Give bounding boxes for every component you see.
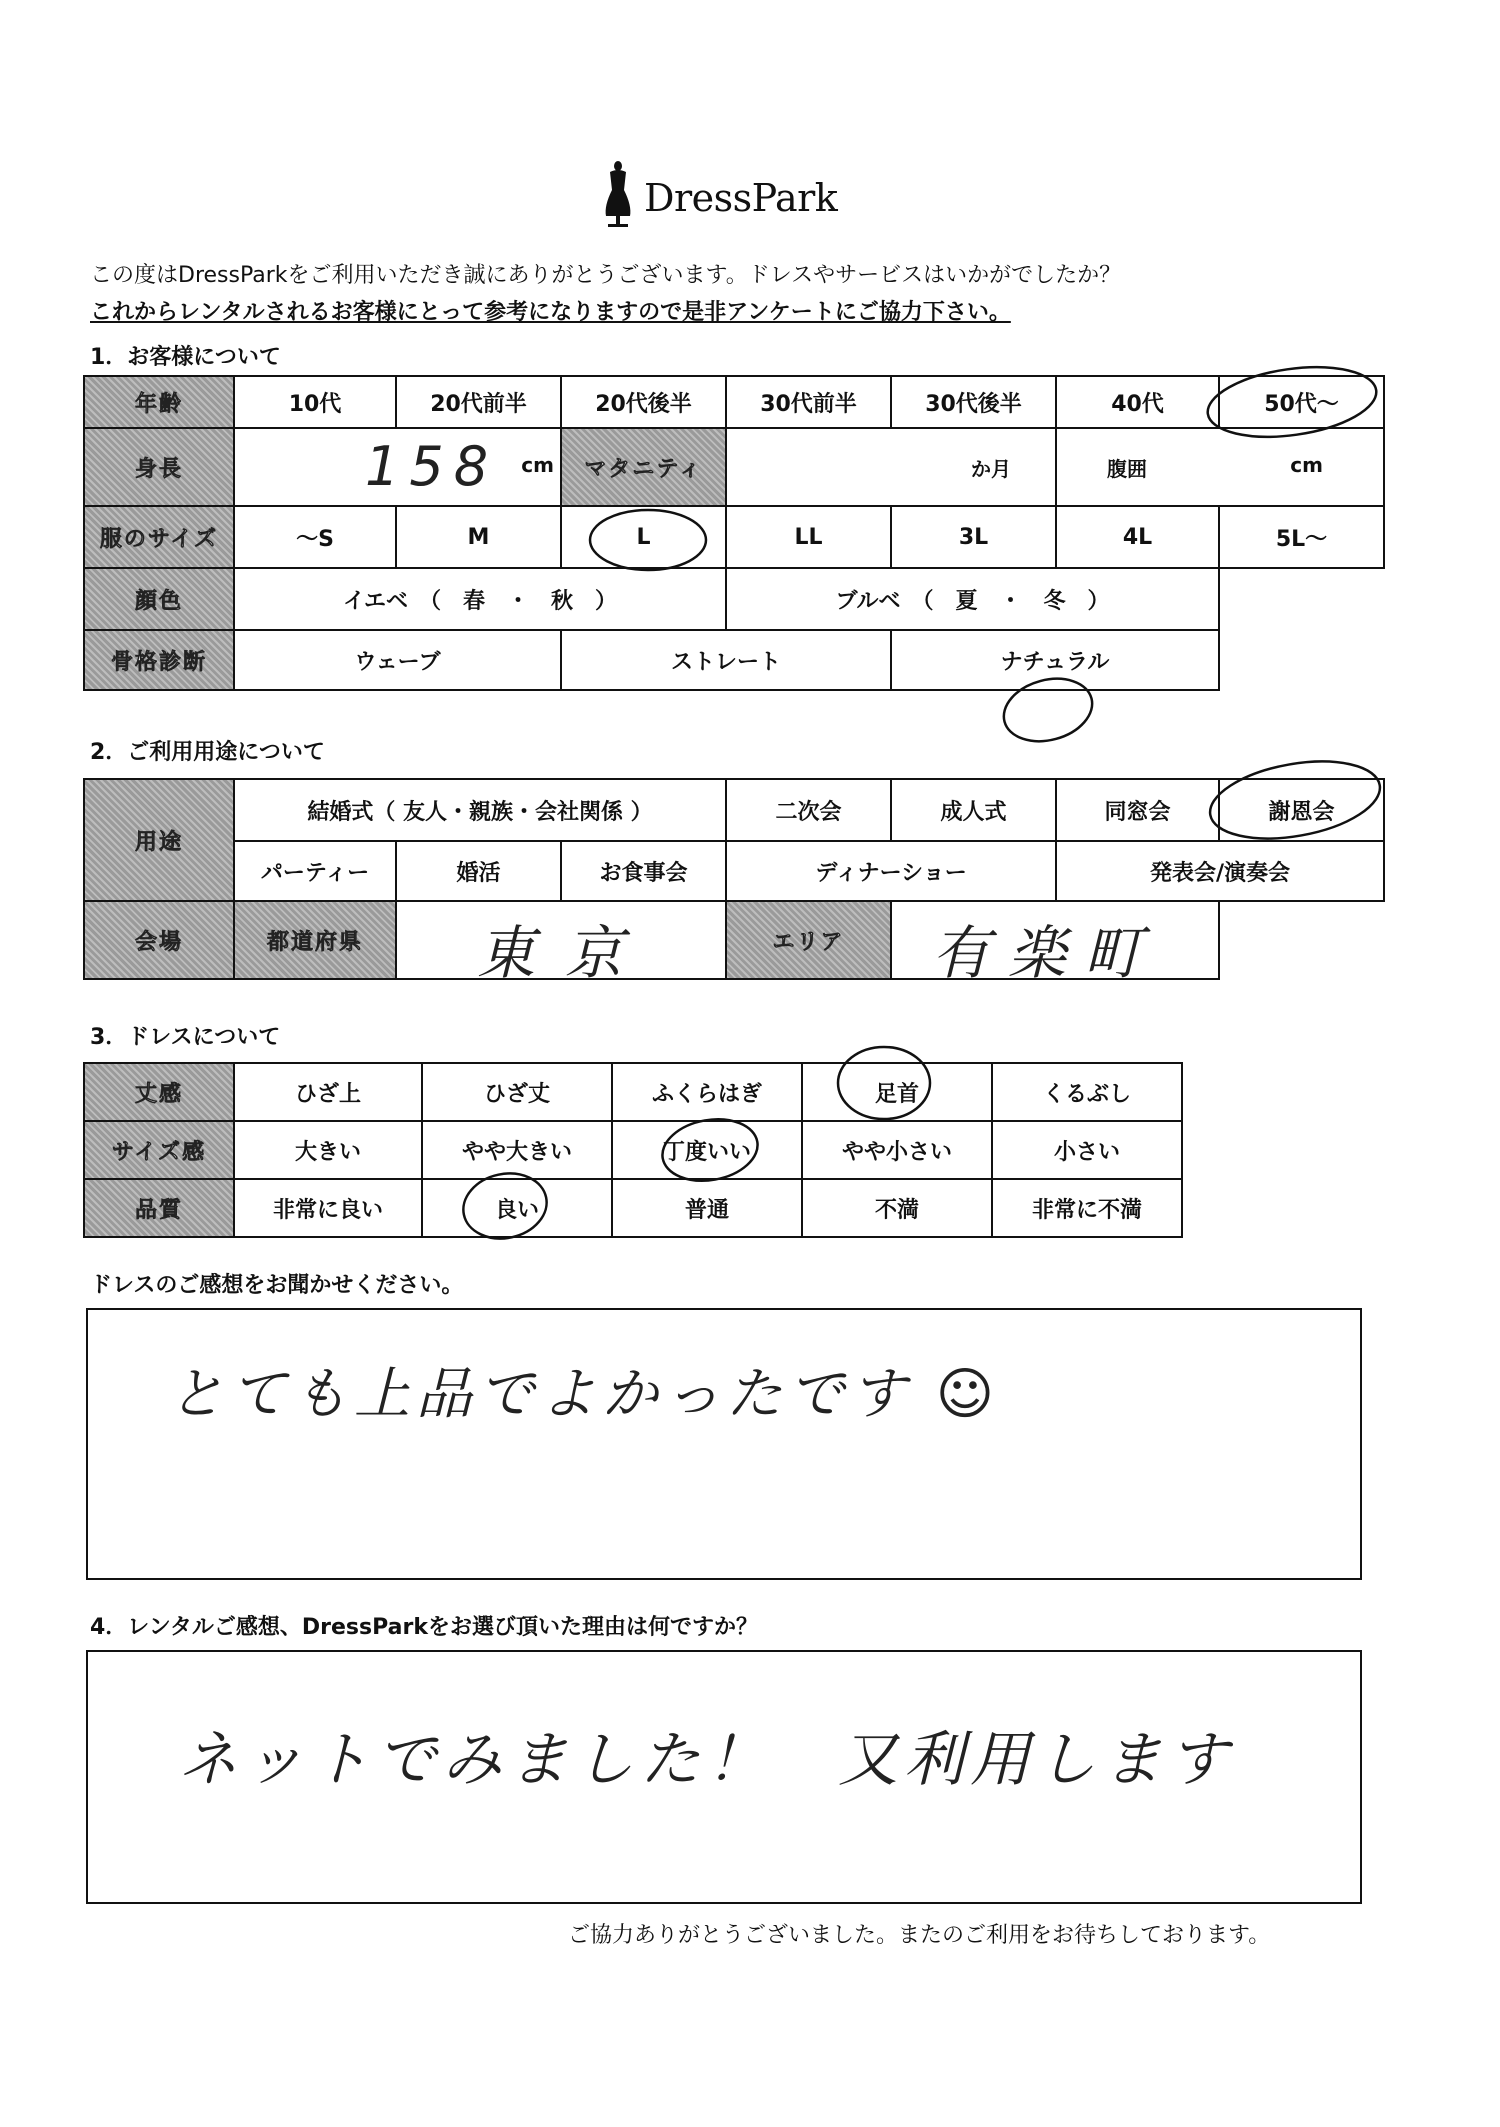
dresspark-logo bbox=[598, 160, 858, 230]
skeleton-label: 骨格診断 bbox=[84, 630, 234, 690]
height-handwritten: 158 bbox=[365, 435, 499, 498]
dress-comment-prompt: ドレスのご感想をお聞かせください。 bbox=[90, 1273, 464, 1298]
purpose-option[interactable]: 発表会/演奏会 bbox=[1056, 841, 1384, 901]
fit-option[interactable]: やや大きい bbox=[422, 1121, 612, 1179]
age-option[interactable]: 20代後半 bbox=[561, 376, 726, 428]
purpose-option[interactable]: 婚活 bbox=[396, 841, 561, 901]
skeleton-option[interactable]: ウェーブ bbox=[234, 630, 561, 690]
length-option-selected[interactable]: 足首 bbox=[802, 1063, 992, 1121]
purpose-row-1 bbox=[84, 779, 1384, 841]
fit-option[interactable]: 大きい bbox=[234, 1121, 422, 1179]
section-3-title: 3．ドレスについて bbox=[90, 1025, 281, 1050]
color-option[interactable]: ブルベ （ 夏 ・ 冬 ） bbox=[726, 568, 1219, 630]
purpose-table bbox=[83, 778, 1385, 980]
purpose-option[interactable]: 二次会 bbox=[726, 779, 891, 841]
quality-label: 品質 bbox=[84, 1179, 234, 1237]
length-option[interactable]: ひざ丈 bbox=[422, 1063, 612, 1121]
age-option-selected[interactable]: 50代〜 bbox=[1219, 376, 1384, 428]
size-row bbox=[84, 506, 1384, 568]
reason-handwritten: ネットでみました！ 又利用します bbox=[178, 1725, 1234, 1795]
maternity-field[interactable] bbox=[726, 428, 1056, 506]
age-option[interactable]: 40代 bbox=[1056, 376, 1219, 428]
fit-label: サイズ感 bbox=[84, 1121, 234, 1179]
skeleton-row bbox=[84, 630, 1384, 690]
purpose-option[interactable]: ディナーショー bbox=[726, 841, 1056, 901]
prefecture-handwritten: 東京 bbox=[477, 919, 654, 979]
height-field[interactable] bbox=[234, 428, 561, 506]
height-row bbox=[84, 428, 1384, 506]
venue-label: 会場 bbox=[84, 901, 234, 979]
intro-line-1: この度はDressParkをご利用いただき誠にありがとうございます。ドレスやサービスはいかがでしたか？ bbox=[90, 263, 1122, 288]
footer-thanks: ご協力ありがとうございました。またのご利用をお待ちしております。 bbox=[568, 1923, 1271, 1948]
size-option-selected[interactable]: L bbox=[561, 506, 726, 568]
section-1-title: 1．お客様について bbox=[90, 345, 281, 370]
length-option[interactable]: ひざ上 bbox=[234, 1063, 422, 1121]
age-label: 年齢 bbox=[84, 376, 234, 428]
prefecture-label: 都道府県 bbox=[234, 901, 396, 979]
age-option[interactable]: 30代後半 bbox=[891, 376, 1056, 428]
size-option[interactable]: M bbox=[396, 506, 561, 568]
size-option[interactable]: 〜S bbox=[234, 506, 396, 568]
size-label: 服のサイズ bbox=[84, 506, 234, 568]
color-option[interactable]: イエベ （ 春 ・ 秋 ） bbox=[234, 568, 726, 630]
purpose-option[interactable]: お食事会 bbox=[561, 841, 726, 901]
customer-table bbox=[83, 375, 1385, 691]
dress-table bbox=[83, 1062, 1183, 1238]
fit-option[interactable]: 小さい bbox=[992, 1121, 1182, 1179]
age-option[interactable]: 30代前半 bbox=[726, 376, 891, 428]
purpose-option-selected[interactable]: 謝恩会 bbox=[1219, 779, 1384, 841]
age-option[interactable]: 20代前半 bbox=[396, 376, 561, 428]
fit-row bbox=[84, 1121, 1182, 1179]
height-label: 身長 bbox=[84, 428, 234, 506]
waist-field[interactable] bbox=[1056, 428, 1384, 506]
purpose-option[interactable]: パーティー bbox=[234, 841, 396, 901]
dress-comment-box[interactable] bbox=[86, 1308, 1362, 1580]
section-2-title: 2．ご利用用途について bbox=[90, 740, 325, 765]
purpose-option[interactable]: 結婚式（ 友人・親族・会社関係 ） bbox=[234, 779, 726, 841]
quality-row bbox=[84, 1179, 1182, 1237]
purpose-option[interactable]: 成人式 bbox=[891, 779, 1056, 841]
section-4-title: 4．レンタルご感想、DressParkをお選び頂いた理由は何ですか？ bbox=[90, 1615, 758, 1640]
skeleton-option-selected[interactable]: ナチュラル bbox=[891, 630, 1219, 690]
length-option[interactable]: くるぶし bbox=[992, 1063, 1182, 1121]
age-row bbox=[84, 376, 1384, 428]
dress-form-icon bbox=[598, 160, 638, 230]
quality-option[interactable]: 不満 bbox=[802, 1179, 992, 1237]
size-option[interactable]: 5L〜 bbox=[1219, 506, 1384, 568]
purpose-label: 用途 bbox=[84, 779, 234, 901]
area-label: エリア bbox=[726, 901, 891, 979]
height-unit: cm bbox=[521, 453, 554, 477]
length-label: 丈感 bbox=[84, 1063, 234, 1121]
venue-row bbox=[84, 901, 1384, 979]
quality-option[interactable]: 非常に不満 bbox=[992, 1179, 1182, 1237]
size-option[interactable]: LL bbox=[726, 506, 891, 568]
area-handwritten: 有楽町 bbox=[932, 919, 1161, 979]
dress-comment-handwritten: とても上品でよかったです ☺ bbox=[168, 1362, 1001, 1427]
quality-option[interactable]: 普通 bbox=[612, 1179, 802, 1237]
quality-option[interactable]: 非常に良い bbox=[234, 1179, 422, 1237]
length-option[interactable]: ふくらはぎ bbox=[612, 1063, 802, 1121]
length-row bbox=[84, 1063, 1182, 1121]
quality-option-selected[interactable]: 良い bbox=[422, 1179, 612, 1237]
purpose-row-2 bbox=[84, 841, 1384, 901]
maternity-unit: か月 bbox=[971, 456, 1011, 481]
age-option[interactable]: 10代 bbox=[234, 376, 396, 428]
waist-label: 腹囲 bbox=[1107, 457, 1147, 481]
fit-option-selected[interactable]: 丁度いい bbox=[612, 1121, 802, 1179]
area-field[interactable] bbox=[891, 901, 1219, 979]
color-label: 顔色 bbox=[84, 568, 234, 630]
size-option[interactable]: 3L bbox=[891, 506, 1056, 568]
intro-line-2: これからレンタルされるお客様にとって参考になりますので是非アンケートにご協力下さい。 bbox=[90, 300, 1011, 325]
fit-option[interactable]: やや小さい bbox=[802, 1121, 992, 1179]
skeleton-option[interactable]: ストレート bbox=[561, 630, 891, 690]
size-option[interactable]: 4L bbox=[1056, 506, 1219, 568]
waist-unit: cm bbox=[1290, 453, 1323, 477]
reason-box[interactable] bbox=[86, 1650, 1362, 1904]
color-row bbox=[84, 568, 1384, 630]
logo-text: DressPark bbox=[644, 176, 838, 220]
purpose-option[interactable]: 同窓会 bbox=[1056, 779, 1219, 841]
prefecture-field[interactable] bbox=[396, 901, 726, 979]
maternity-label: マタニティ bbox=[561, 428, 726, 506]
